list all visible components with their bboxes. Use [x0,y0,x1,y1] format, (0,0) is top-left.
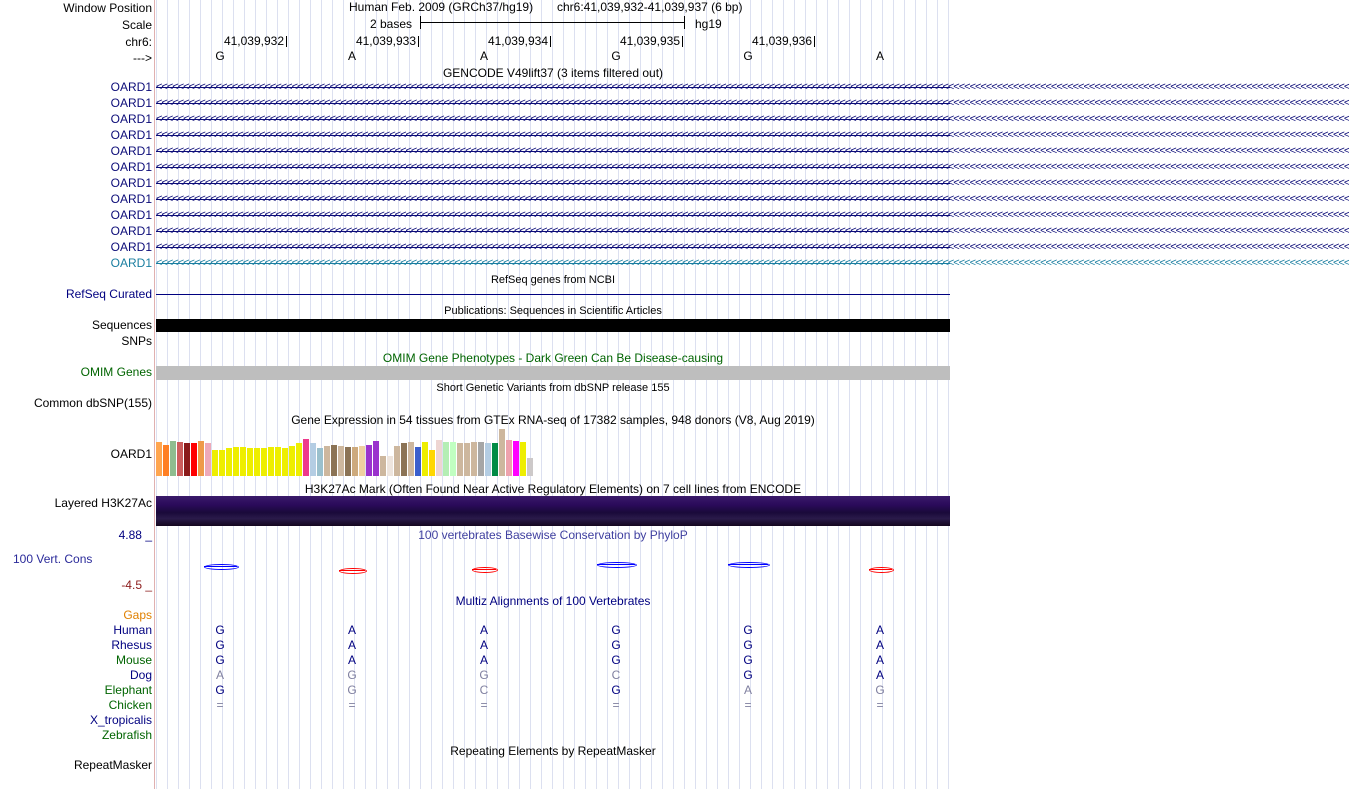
gtex-tissue-bar[interactable] [485,443,491,476]
gtex-tissue-bar[interactable] [156,442,162,476]
strand-arrows: <<<<<<<<<<<<<<<<<<<<<<<<<<<<<<<<<<<<<<<<<<<<<<<<<<<<<<<<<<<<<<<<<<<<<<<<<<<<<<<<<<<<<<<<<<<<<<<<<<<<<<<<<<<<<<<<<<<<<<<<<<<<<<<<<<<<<<<<<<<<<<<<<<<<<<<<<<<<<<<<<<<<<<<<<<<<<<<<<<<<<<<<<<<<<<<<<<<<<<<<<<<<<<<<<<<<<<<<<<<< [156,193,1349,205]
gencode-gene-label[interactable]: OARD1 [110,208,152,222]
ruler-tick-label: 41,039,933 [355,34,416,48]
refseq-track-title: RefSeq genes from NCBI [490,274,616,286]
gencode-gene-label[interactable]: OARD1 [110,192,152,206]
aligned-base: A [215,668,224,682]
aligned-base: A [875,638,884,652]
gtex-track-title: Gene Expression in 54 tissues from GTEx RNA-seq of 17382 samples, 948 donors (V8, Aug 2019) [291,413,815,427]
repeatmasker-track-label[interactable]: RepeatMasker [73,758,152,772]
species-label[interactable]: Elephant [104,683,152,697]
phylop-track-label[interactable]: 100 Vert. Cons [13,552,93,566]
aligned-base: A [479,638,488,652]
gencode-transcript-line[interactable] [156,129,1349,141]
gencode-transcript-line[interactable] [156,161,1349,173]
phylop-base-score[interactable] [728,562,770,568]
ruler-tick-mark [682,36,683,47]
gtex-tissue-bar[interactable] [450,442,456,476]
h3k27ac-track-label[interactable]: Layered H3K27Ac [54,496,152,510]
strand-arrows: <<<<<<<<<<<<<<<<<<<<<<<<<<<<<<<<<<<<<<<<<<<<<<<<<<<<<<<<<<<<<<<<<<<<<<<<<<<<<<<<<<<<<<<<<<<<<<<<<<<<<<<<<<<<<<<<<<<<<<<<<<<<<<<<<<<<<<<<<<<<<<<<<<<<<<<<<<<<<<<<<<<<<<<<<<<<<<<<<<<<<<<<<<<<<<<<<<<<<<<<<<<<<<<<<<<<<<<<<<<< [156,209,1349,221]
aligned-base: G [743,653,753,667]
phylop-base-score[interactable] [204,564,239,570]
refseq-track-label[interactable]: RefSeq Curated [65,287,152,301]
strand-arrows: <<<<<<<<<<<<<<<<<<<<<<<<<<<<<<<<<<<<<<<<<<<<<<<<<<<<<<<<<<<<<<<<<<<<<<<<<<<<<<<<<<<<<<<<<<<<<<<<<<<<<<<<<<<<<<<<<<<<<<<<<<<<<<<<<<<<<<<<<<<<<<<<<<<<<<<<<<<<<<<<<<<<<<<<<<<<<<<<<<<<<<<<<<<<<<<<<<<<<<<<<<<<<<<<<<<<<<<<<<<< [156,257,1349,269]
snps-track-label[interactable]: SNPs [121,334,152,348]
gtex-tissue-bar[interactable] [191,443,197,476]
multiz-track-title: Multiz Alignments of 100 Vertebrates [455,594,651,608]
dbsnp-track-label[interactable]: Common dbSNP(155) [33,396,152,410]
phylop-base-score-line [728,564,768,565]
omim-track-title: OMIM Gene Phenotypes - Dark Green Can Be Disease-causing [382,351,724,365]
track-plot-area [156,0,1349,789]
gtex-tissue-bar[interactable] [198,441,204,476]
gtex-tissue-bar[interactable] [366,445,372,476]
gtex-tissue-bar[interactable] [373,441,379,476]
aligned-base: G [743,638,753,652]
gtex-tissue-bar[interactable] [233,447,239,476]
aligned-base: A [479,623,488,637]
gtex-tissue-bar[interactable] [303,439,309,476]
aligned-base: G [215,653,225,667]
gtex-tissue-bar[interactable] [247,448,253,476]
phylop-base-score-line [597,564,635,565]
phylop-base-score[interactable] [472,567,498,573]
aligned-base: A [347,638,356,652]
phylop-track-title: 100 vertebrates Basewise Conservation by PhyloP [418,528,688,542]
gtex-tissue-bar[interactable] [268,447,274,476]
gtex-tissue-bar[interactable] [394,446,400,476]
gtex-tissue-bar[interactable] [184,443,190,476]
ruler-tick-label: 41,039,934 [487,34,548,48]
reference-base: G [215,49,225,63]
gtex-bar-chart[interactable] [156,428,536,476]
species-label[interactable]: Dog [129,668,152,682]
aligned-base: G [215,623,225,637]
aligned-base: = [480,698,488,712]
reference-base: G [743,49,753,63]
gtex-tissue-bar[interactable] [415,447,421,476]
species-label[interactable]: Chicken [108,698,152,712]
aligned-base: G [347,668,357,682]
strand-arrows: <<<<<<<<<<<<<<<<<<<<<<<<<<<<<<<<<<<<<<<<<<<<<<<<<<<<<<<<<<<<<<<<<<<<<<<<<<<<<<<<<<<<<<<<<<<<<<<<<<<<<<<<<<<<<<<<<<<<<<<<<<<<<<<<<<<<<<<<<<<<<<<<<<<<<<<<<<<<<<<<<<<<<<<<<<<<<<<<<<<<<<<<<<<<<<<<<<<<<<<<<<<<<<<<<<<<<<<<<<<< [156,177,1349,189]
strand-arrows: <<<<<<<<<<<<<<<<<<<<<<<<<<<<<<<<<<<<<<<<<<<<<<<<<<<<<<<<<<<<<<<<<<<<<<<<<<<<<<<<<<<<<<<<<<<<<<<<<<<<<<<<<<<<<<<<<<<<<<<<<<<<<<<<<<<<<<<<<<<<<<<<<<<<<<<<<<<<<<<<<<<<<<<<<<<<<<<<<<<<<<<<<<<<<<<<<<<<<<<<<<<<<<<<<<<<<<<<<<<< [156,113,1349,125]
aligned-base: G [611,683,621,697]
window-position-label: Window Position [63,1,152,15]
gtex-tissue-bar[interactable] [219,450,225,476]
strand-arrows: <<<<<<<<<<<<<<<<<<<<<<<<<<<<<<<<<<<<<<<<<<<<<<<<<<<<<<<<<<<<<<<<<<<<<<<<<<<<<<<<<<<<<<<<<<<<<<<<<<<<<<<<<<<<<<<<<<<<<<<<<<<<<<<<<<<<<<<<<<<<<<<<<<<<<<<<<<<<<<<<<<<<<<<<<<<<<<<<<<<<<<<<<<<<<<<<<<<<<<<<<<<<<<<<<<<<<<<<<<<< [156,97,1349,109]
gtex-tissue-bar[interactable] [296,443,302,476]
gencode-transcript-line[interactable] [156,193,1349,205]
gtex-tissue-bar[interactable] [380,456,386,476]
scale-bar-right-tick [684,16,685,29]
gtex-tissue-bar[interactable] [261,448,267,476]
strand-arrows: <<<<<<<<<<<<<<<<<<<<<<<<<<<<<<<<<<<<<<<<<<<<<<<<<<<<<<<<<<<<<<<<<<<<<<<<<<<<<<<<<<<<<<<<<<<<<<<<<<<<<<<<<<<<<<<<<<<<<<<<<<<<<<<<<<<<<<<<<<<<<<<<<<<<<<<<<<<<<<<<<<<<<<<<<<<<<<<<<<<<<<<<<<<<<<<<<<<<<<<<<<<<<<<<<<<<<<<<<<<< [156,225,1349,237]
gencode-track-title: GENCODE V49lift37 (3 items filtered out) [442,66,664,80]
gencode-gene-label[interactable]: OARD1 [110,96,152,110]
assembly-text: Human Feb. 2009 (GRCh37/hg19) [349,0,534,14]
species-label[interactable]: Mouse [115,653,152,667]
gtex-tissue-bar[interactable] [275,447,281,476]
h3k27ac-track-title: H3K27Ac Mark (Often Found Near Active Regulatory Elements) on 7 cell lines from ENCODE [304,482,802,496]
gtex-tissue-bar[interactable] [387,456,393,476]
omim-gene-bar[interactable] [156,366,950,380]
reference-base: A [479,49,488,63]
aligned-base: C [611,668,621,682]
gtex-tissue-bar[interactable] [478,442,484,476]
gencode-gene-label[interactable]: OARD1 [110,224,152,238]
gencode-transcript-line[interactable] [156,177,1349,189]
gencode-gene-label[interactable]: OARD1 [110,144,152,158]
gtex-tissue-bar[interactable] [310,443,316,476]
scale-value: 2 bases [370,17,413,31]
aligned-base: G [215,683,225,697]
publications-sequence-bar[interactable] [156,319,950,332]
position-text: chr6:41,039,932-41,039,937 (6 bp) [557,0,743,14]
gtex-tissue-bar[interactable] [520,442,526,476]
aligned-base: G [875,683,885,697]
gtex-tissue-bar[interactable] [352,447,358,476]
repeatmasker-track-title: Repeating Elements by RepeatMasker [450,744,656,758]
gtex-tissue-bar[interactable] [527,458,533,476]
phylop-base-score-line [204,566,237,567]
gtex-tissue-bar[interactable] [506,440,512,476]
gtex-tissue-bar[interactable] [499,429,505,476]
gencode-gene-label[interactable]: OARD1 [110,80,152,94]
aligned-base: G [743,623,753,637]
gencode-transcript-line[interactable] [156,225,1349,237]
gencode-transcript-line[interactable] [156,97,1349,109]
aligned-base: = [216,698,224,712]
reference-base: A [875,49,884,63]
phylop-base-score-line [339,570,365,571]
aligned-base: A [875,668,884,682]
ruler-tick-label: 41,039,932 [223,34,284,48]
refseq-gene-line[interactable] [156,294,950,295]
phylop-base-score[interactable] [869,567,894,573]
gtex-tissue-bar[interactable] [212,450,218,476]
phylop-ymin-label: -4.5 _ [121,578,152,592]
gencode-gene-label[interactable]: OARD1 [110,128,152,142]
gtex-tissue-bar[interactable] [513,441,519,476]
aligned-base: = [876,698,884,712]
gtex-tissue-bar[interactable] [457,443,463,476]
aligned-base: = [348,698,356,712]
strand-arrows: <<<<<<<<<<<<<<<<<<<<<<<<<<<<<<<<<<<<<<<<<<<<<<<<<<<<<<<<<<<<<<<<<<<<<<<<<<<<<<<<<<<<<<<<<<<<<<<<<<<<<<<<<<<<<<<<<<<<<<<<<<<<<<<<<<<<<<<<<<<<<<<<<<<<<<<<<<<<<<<<<<<<<<<<<<<<<<<<<<<<<<<<<<<<<<<<<<<<<<<<<<<<<<<<<<<<<<<<<<<< [156,81,1349,93]
scale-bar [420,22,685,23]
gtex-tissue-bar[interactable] [163,445,169,476]
publications-track-title: Publications: Sequences in Scientific Articles [444,305,662,317]
gtex-tissue-bar[interactable] [282,448,288,476]
phylop-base-score[interactable] [339,568,367,574]
aligned-base: A [347,623,356,637]
chrom-label: chr6: [125,35,152,49]
gencode-gene-label[interactable]: OARD1 [110,240,152,254]
ruler-tick-label: 41,039,936 [751,34,812,48]
scale-label: Scale [121,18,152,32]
track-label-pane [0,0,155,789]
gtex-tissue-bar[interactable] [422,442,428,476]
gtex-tissue-bar[interactable] [170,441,176,476]
gtex-track-label[interactable]: OARD1 [110,447,152,461]
gtex-tissue-bar[interactable] [443,442,449,476]
phylop-base-score[interactable] [597,562,637,568]
gtex-tissue-bar[interactable] [429,450,435,476]
aligned-base: A [875,653,884,667]
ruler-tick-label: 41,039,935 [619,34,680,48]
scale-assembly: hg19 [695,17,722,31]
pane-separator [154,0,155,789]
species-label[interactable]: Zebrafish [101,728,152,742]
aligned-base: C [479,683,489,697]
aligned-base: A [347,653,356,667]
dbsnp-track-title: Short Genetic Variants from dbSNP release 155 [436,382,670,394]
gencode-gene-label[interactable]: OARD1 [110,112,152,126]
gencode-gene-label[interactable]: OARD1 [110,176,152,190]
gtex-tissue-bar[interactable] [408,442,414,476]
strand-arrows: <<<<<<<<<<<<<<<<<<<<<<<<<<<<<<<<<<<<<<<<<<<<<<<<<<<<<<<<<<<<<<<<<<<<<<<<<<<<<<<<<<<<<<<<<<<<<<<<<<<<<<<<<<<<<<<<<<<<<<<<<<<<<<<<<<<<<<<<<<<<<<<<<<<<<<<<<<<<<<<<<<<<<<<<<<<<<<<<<<<<<<<<<<<<<<<<<<<<<<<<<<<<<<<<<<<<<<<<<<<< [156,161,1349,173]
gtex-tissue-bar[interactable] [177,442,183,476]
ruler-tick-mark [550,36,551,47]
gtex-tissue-bar[interactable] [471,442,477,476]
species-label[interactable]: Rhesus [111,638,152,652]
phylop-ymax-label: 4.88 _ [118,528,152,542]
aligned-base: G [347,683,357,697]
ruler-tick-mark [418,36,419,47]
aligned-base: G [743,668,753,682]
gencode-transcript-line[interactable] [156,113,1349,125]
species-label[interactable]: Human [113,623,152,637]
aligned-base: G [611,623,621,637]
aligned-base: A [743,683,752,697]
publications-track-label[interactable]: Sequences [91,318,152,332]
phylop-base-score-line [472,569,496,570]
reference-base: A [347,49,356,63]
ruler-tick-mark [814,36,815,47]
aligned-base: G [215,638,225,652]
gtex-tissue-bar[interactable] [331,445,337,476]
strand-arrows: <<<<<<<<<<<<<<<<<<<<<<<<<<<<<<<<<<<<<<<<<<<<<<<<<<<<<<<<<<<<<<<<<<<<<<<<<<<<<<<<<<<<<<<<<<<<<<<<<<<<<<<<<<<<<<<<<<<<<<<<<<<<<<<<<<<<<<<<<<<<<<<<<<<<<<<<<<<<<<<<<<<<<<<<<<<<<<<<<<<<<<<<<<<<<<<<<<<<<<<<<<<<<<<<<<<<<<<<<<<< [156,129,1349,141]
gencode-transcript-line[interactable] [156,257,1349,269]
gtex-tissue-bar[interactable] [317,448,323,476]
gencode-gene-label[interactable]: OARD1 [110,160,152,174]
strand-arrows: <<<<<<<<<<<<<<<<<<<<<<<<<<<<<<<<<<<<<<<<<<<<<<<<<<<<<<<<<<<<<<<<<<<<<<<<<<<<<<<<<<<<<<<<<<<<<<<<<<<<<<<<<<<<<<<<<<<<<<<<<<<<<<<<<<<<<<<<<<<<<<<<<<<<<<<<<<<<<<<<<<<<<<<<<<<<<<<<<<<<<<<<<<<<<<<<<<<<<<<<<<<<<<<<<<<<<<<<<<<< [156,241,1349,253]
species-label[interactable]: X_tropicalis [89,713,152,727]
gencode-transcript-line[interactable] [156,145,1349,157]
gtex-tissue-bar[interactable] [492,443,498,476]
strand-label: ---> [133,51,152,65]
gaps-label: Gaps [123,608,152,622]
gencode-transcript-line[interactable] [156,209,1349,221]
gtex-tissue-bar[interactable] [359,446,365,476]
gtex-tissue-bar[interactable] [401,443,407,476]
gtex-tissue-bar[interactable] [324,446,330,476]
omim-track-label[interactable]: OMIM Genes [80,365,152,379]
gencode-transcript-line[interactable] [156,81,1349,93]
h3k27ac-signal[interactable] [156,496,950,526]
aligned-base: G [611,653,621,667]
gencode-gene-label[interactable]: OARD1 [110,256,152,270]
gtex-tissue-bar[interactable] [345,447,351,476]
aligned-base: G [479,668,489,682]
aligned-base: = [612,698,620,712]
gtex-tissue-bar[interactable] [254,448,260,476]
gtex-tissue-bar[interactable] [289,446,295,476]
gtex-tissue-bar[interactable] [338,446,344,476]
reference-base: G [611,49,621,63]
ruler-tick-mark [286,36,287,47]
aligned-base: A [875,623,884,637]
gencode-transcript-line[interactable] [156,241,1349,253]
aligned-base: G [611,638,621,652]
gtex-tissue-bar[interactable] [205,443,211,476]
phylop-base-score-line [869,569,892,570]
gtex-tissue-bar[interactable] [240,447,246,476]
gtex-tissue-bar[interactable] [464,443,470,476]
aligned-base: = [744,698,752,712]
gtex-tissue-bar[interactable] [226,448,232,476]
aligned-base: A [479,653,488,667]
gtex-tissue-bar[interactable] [436,440,442,476]
strand-arrows: <<<<<<<<<<<<<<<<<<<<<<<<<<<<<<<<<<<<<<<<<<<<<<<<<<<<<<<<<<<<<<<<<<<<<<<<<<<<<<<<<<<<<<<<<<<<<<<<<<<<<<<<<<<<<<<<<<<<<<<<<<<<<<<<<<<<<<<<<<<<<<<<<<<<<<<<<<<<<<<<<<<<<<<<<<<<<<<<<<<<<<<<<<<<<<<<<<<<<<<<<<<<<<<<<<<<<<<<<<<< [156,145,1349,157]
